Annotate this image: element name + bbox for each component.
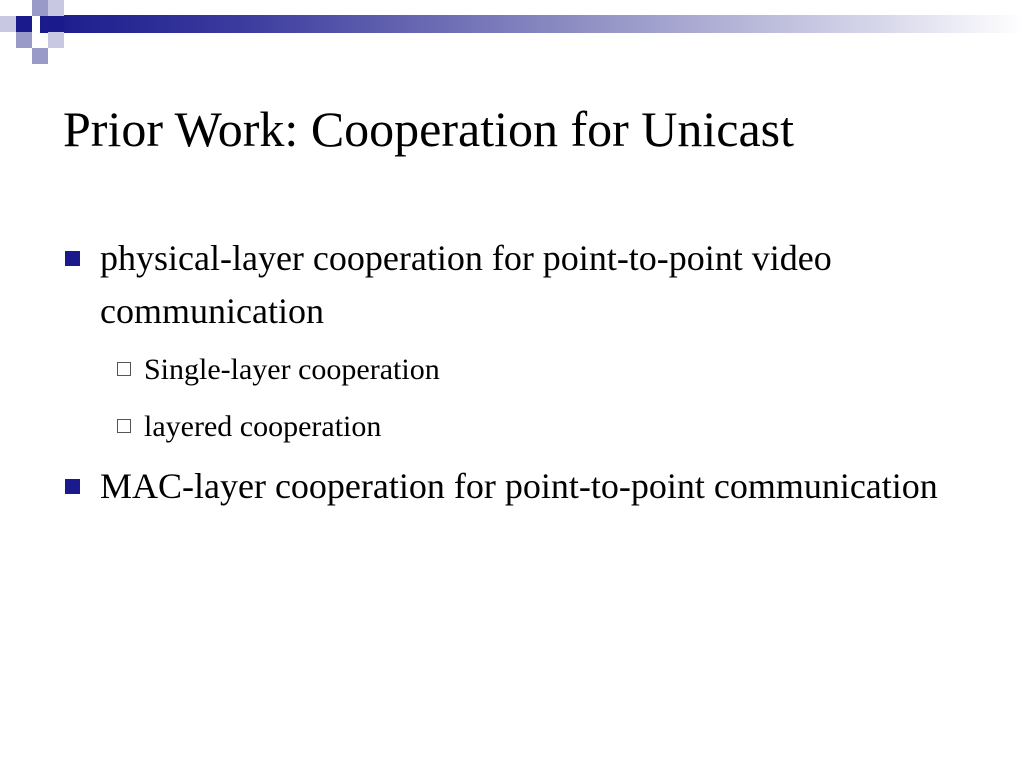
bullet-text: MAC-layer cooperation for point-to-point communication: [100, 466, 938, 506]
bullet-item: [63, 460, 963, 513]
decor-square: [48, 0, 64, 16]
decor-square: [0, 16, 16, 32]
slide-title: Prior Work: Cooperation for Unicast: [63, 101, 795, 157]
header-gradient-bar: [40, 15, 1024, 33]
square-bullet-icon: [65, 251, 80, 266]
decor-square: [32, 0, 48, 16]
sub-bullet-text: Single-layer cooperation: [144, 353, 440, 386]
decor-square: [16, 16, 32, 32]
hollow-square-bullet-icon: [117, 362, 131, 376]
sub-bullet-item: [63, 403, 963, 451]
header-decoration: [0, 0, 1024, 60]
square-bullet-icon: [65, 479, 80, 494]
bullet-list: [63, 232, 963, 521]
hollow-square-bullet-icon: [117, 419, 131, 433]
decor-square: [32, 48, 48, 64]
decor-square: [16, 32, 32, 48]
decor-square: [48, 16, 64, 32]
sub-bullet-item: [63, 346, 963, 394]
decor-square: [48, 32, 64, 48]
sub-bullet-text: layered cooperation: [144, 410, 382, 443]
bullet-item: [63, 232, 963, 338]
bullet-text: physical-layer cooperation for point-to-point video communication: [100, 238, 832, 331]
